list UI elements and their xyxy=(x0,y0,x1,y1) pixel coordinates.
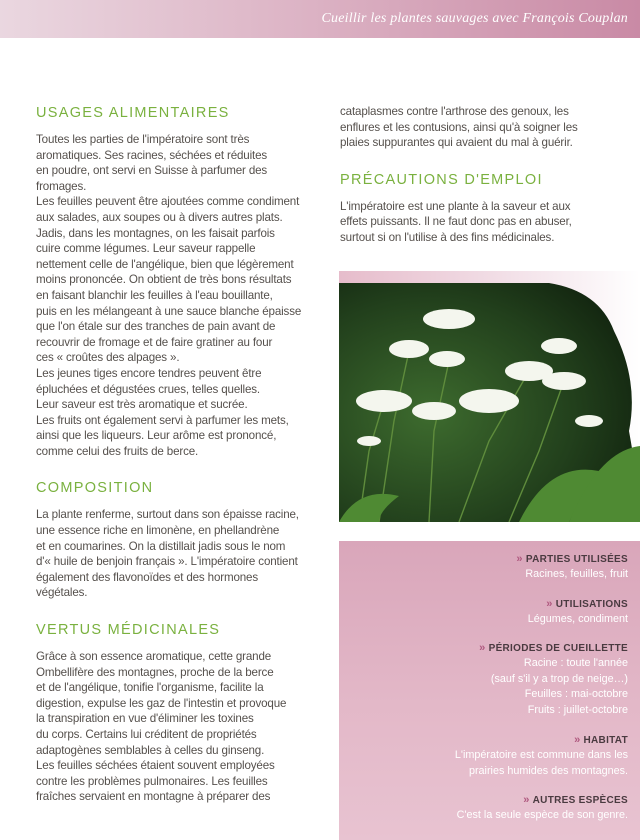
text-line: et de l'angélique, tonifie l'organisme, facilite la xyxy=(36,681,264,695)
double-chevron-icon: » xyxy=(516,553,523,565)
text-line: Les jeunes tiges encore tendres peuvent être xyxy=(36,366,262,380)
text-line: plaies suppurantes qui avaient du mal à guérir. xyxy=(340,136,573,150)
text-line: également des flavonoïdes et des hormones xyxy=(36,570,259,584)
info-label: HABITAT xyxy=(583,735,628,746)
text-line: La plante renferme, surtout dans son épaisse racine, xyxy=(36,508,299,522)
text-line: digestion, expulse les gaz de l'intestin et provoque xyxy=(36,696,287,710)
info-value: Feuilles : mai-octobre xyxy=(524,688,628,700)
text-line: d'« huile de benjoin français ». L'impératoire contient xyxy=(36,555,298,569)
info-label: PARTIES UTILISÉES xyxy=(525,554,628,565)
precautions-heading: PRÉCAUTIONS D'EMPLOI xyxy=(340,171,543,188)
vertus-heading: VERTUS MÉDICINALES xyxy=(36,622,221,639)
info-value: Légumes, condiment xyxy=(527,613,628,625)
text-line: enflures et les contusions, ainsi qu'à soigner les xyxy=(340,120,578,134)
plant-photo xyxy=(339,271,640,522)
double-chevron-icon: » xyxy=(574,734,581,746)
info-item-habitat xyxy=(455,734,628,779)
info-item-autres xyxy=(457,794,628,824)
text-line: recouvrir de fromage et de faire gratiner au four xyxy=(36,335,273,349)
text-line: contre les problèmes pulmonaires. Les feuilles xyxy=(36,774,268,788)
text-line: une essence riche en limonène, en phellandrène xyxy=(36,524,280,538)
info-label: PÉRIODES DE CUEILLETTE xyxy=(488,643,628,654)
text-line: Jadis, dans les montagnes, on les faisait parfois xyxy=(36,226,275,240)
text-line: cuire comme légumes. Leur saveur rappelle xyxy=(36,242,256,256)
double-chevron-icon: » xyxy=(479,642,486,654)
text-line: Ombellifère des montagnes, proche de la berce xyxy=(36,665,274,679)
double-chevron-icon: » xyxy=(546,598,553,610)
text-line: Les feuilles peuvent être ajoutées comme condiment xyxy=(36,195,300,209)
text-line: en faisant blanchir les feuilles à l'eau bouillante, xyxy=(36,288,273,302)
flowering-umbellifer-photo xyxy=(339,271,640,522)
text-line: aromatiques. Ses racines, séchées et réduites xyxy=(36,148,268,162)
info-label: AUTRES ESPÈCES xyxy=(532,795,628,806)
info-value: Racines, feuilles, fruit xyxy=(525,568,628,580)
text-line: épluchées et dégustées crues, telles quelles. xyxy=(36,382,260,396)
precautions-text xyxy=(340,199,580,246)
text-line: et en coumarines. On la distillait jadis sous le nom xyxy=(36,539,286,553)
text-line: la transpiration en vue d'éliminer les toxines xyxy=(36,712,254,726)
usages-heading: USAGES ALIMENTAIRES xyxy=(36,105,230,121)
text-line: ces « croûtes des alpages ». xyxy=(36,351,180,365)
left-column xyxy=(36,104,306,805)
double-chevron-icon: » xyxy=(523,794,530,806)
text-line: du corps. Certains lui créditent de propriétés xyxy=(36,728,257,741)
text-line: végétales. xyxy=(36,586,88,600)
info-item-utilisations xyxy=(528,598,628,628)
info-value: prairies humides des montagnes. xyxy=(468,764,628,777)
info-value: (sauf s'il y a trop de neige…) xyxy=(490,672,628,685)
right-column xyxy=(340,104,580,246)
text-line: puis en les mélangeant à une sauce blanche épaisse xyxy=(36,304,302,318)
text-line: moins prononcée. On obtient de très bons résultats xyxy=(36,273,292,287)
composition-text xyxy=(36,507,306,601)
usages-text xyxy=(36,132,306,459)
text-line: Les fruits ont également servi à parfumer les mets, xyxy=(36,413,289,427)
text-line: ainsi que les liqueurs. Leur arôme est prononcé, xyxy=(36,429,277,443)
text-line: que l'on étale sur des tranches de pain avant de xyxy=(36,320,276,334)
text-line: fromages. xyxy=(36,179,87,193)
header-band xyxy=(0,0,640,38)
text-line: cataplasmes contre l'arthrose des genoux, les xyxy=(340,105,569,118)
info-value: C'est la seule espèce de son genre. xyxy=(456,809,628,821)
text-line: L'impératoire est une plante à la saveur et aux xyxy=(340,199,571,213)
text-line: effets puissants. Il ne faut donc pas en abuser, xyxy=(340,215,572,229)
vertus-text xyxy=(36,649,306,805)
text-line: nettement celle de l'angélique, bien que légèrement xyxy=(36,257,294,271)
info-label: UTILISATIONS xyxy=(555,599,628,610)
info-value: Racine : toute l'année xyxy=(523,657,628,669)
text-line: Les feuilles séchées étaient souvent employées xyxy=(36,759,275,773)
info-value: L'impératoire est commune dans les xyxy=(454,749,628,761)
info-panel xyxy=(339,541,640,840)
composition-heading: COMPOSITION xyxy=(36,480,154,497)
info-item-periodes xyxy=(479,642,628,718)
text-line: surtout si on l'utilise à des fins médicinales. xyxy=(340,230,555,244)
text-line: Toutes les parties de l'impératoire sont très xyxy=(36,133,250,146)
text-line: adaptogènes semblables à celles du ginseng. xyxy=(36,743,265,757)
text-line: comme celui des fruits de berce. xyxy=(36,444,199,458)
series-title: Cueillir les plantes sauvages avec François Couplan xyxy=(321,11,628,26)
info-item-parties xyxy=(516,553,628,583)
info-value: Fruits : juillet-octobre xyxy=(527,703,628,716)
text-line: fraîches servaient en montagne à préparer des xyxy=(36,790,271,804)
text-line: aux salades, aux soupes ou à divers autres plats. xyxy=(36,210,283,224)
text-line: Leur saveur est très aromatique et sucrée. xyxy=(36,398,248,412)
vertus-continued-text xyxy=(340,104,580,151)
text-line: en poudre, ont servi en Suisse à parfumer des xyxy=(36,164,268,178)
text-line: Grâce à son essence aromatique, cette grande xyxy=(36,650,272,664)
